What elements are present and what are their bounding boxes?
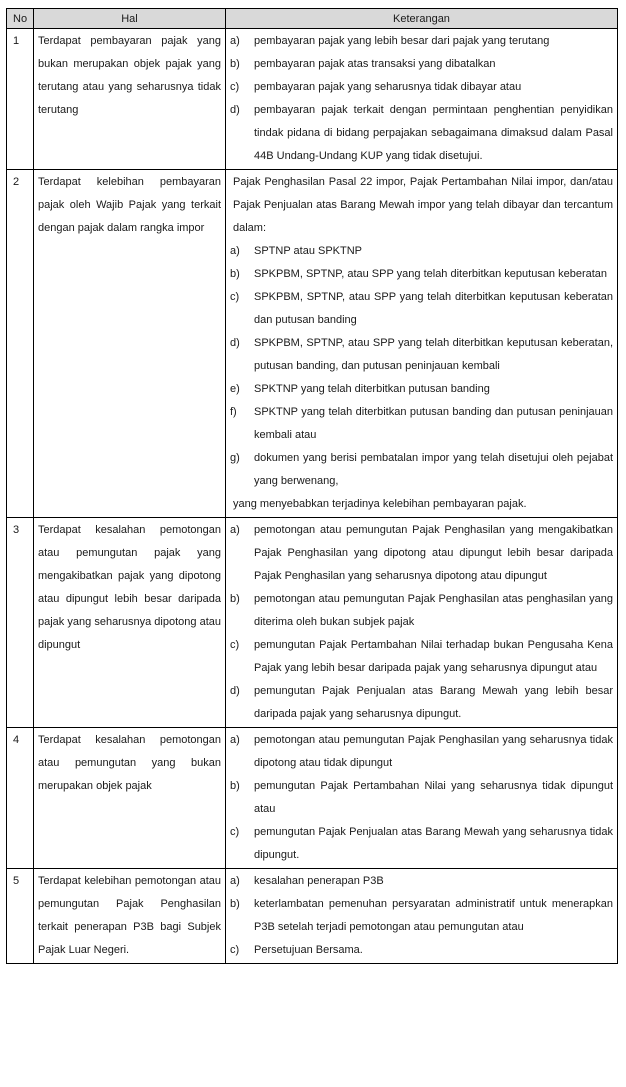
header-hal: Hal — [34, 9, 226, 29]
list-item — [230, 240, 613, 263]
list-marker: g) — [230, 452, 240, 464]
table-row — [7, 518, 618, 728]
list-item — [230, 680, 613, 726]
list-text: pemungutan Pajak Pertambahan Nilai terhadap bukan Pengusaha Kena Pajak yang lebih besar daripada pajak yang seharusnya dipungut atau — [254, 639, 613, 674]
list-text: SPKPBM, SPTNP, atau SPP yang telah diterbitkan keputusan keberatan — [254, 268, 608, 280]
table-row — [7, 869, 618, 964]
list-marker: e) — [230, 383, 240, 395]
list-item — [230, 378, 613, 401]
list-marker: c) — [230, 81, 240, 93]
row-hal: Terdapat kesalahan pemotongan atau pemungutan pajak yang mengakibatkan pajak yang dipotong atau dipungut lebih besar daripada pajak yang seharusnya dipotong atau dipungut — [34, 518, 226, 728]
keterangan-list — [230, 240, 613, 493]
list-item — [230, 775, 613, 821]
list-marker: a) — [230, 734, 240, 746]
table-body — [7, 29, 618, 964]
list-marker: a) — [230, 524, 240, 536]
header-row — [7, 9, 618, 29]
list-marker: f) — [230, 406, 237, 418]
list-marker: a) — [230, 245, 240, 257]
list-item — [230, 729, 613, 775]
list-item — [230, 519, 613, 588]
list-marker: d) — [230, 685, 240, 697]
list-text: SPKPBM, SPTNP, atau SPP yang telah diterbitkan keputusan keberatan dan putusan banding — [254, 291, 613, 326]
list-text: pemotongan atau pemungutan Pajak Penghasilan yang mengakibatkan Pajak Penghasilan yang dipotong atau dipungut lebih besar daripada Pajak Penghasilan yang seharusnya dipotong atau dipungut — [254, 524, 613, 582]
list-text: pembayaran pajak yang lebih besar dari pajak yang terutang — [254, 35, 550, 47]
list-item — [230, 332, 613, 378]
list-text: kesalahan penerapan P3B — [254, 875, 384, 887]
keterangan-list — [230, 870, 613, 962]
list-marker: b) — [230, 780, 240, 792]
list-marker: b) — [230, 593, 240, 605]
row-keterangan — [226, 29, 618, 170]
row-hal: Terdapat kesalahan pemotongan atau pemungutan yang bukan merupakan objek pajak — [34, 728, 226, 869]
list-item — [230, 870, 613, 893]
list-marker: d) — [230, 104, 240, 116]
table-row — [7, 29, 618, 170]
list-text: SPTNP atau SPKTNP — [254, 245, 363, 257]
list-text: pemungutan Pajak Penjualan atas Barang Mewah yang lebih besar daripada pajak yang seharusnya dipungut. — [254, 685, 613, 720]
list-item — [230, 634, 613, 680]
row-number: 3 — [7, 518, 34, 728]
list-marker: d) — [230, 337, 240, 349]
list-text: dokumen yang berisi pembatalan impor yang telah disetujui oleh pejabat yang berwenang, — [254, 452, 613, 487]
list-item — [230, 30, 613, 53]
list-text: Persetujuan Bersama. — [254, 944, 363, 956]
list-item — [230, 76, 613, 99]
list-text: SPKPBM, SPTNP, atau SPP yang telah diterbitkan keputusan keberatan, putusan banding, dan putusan peninjauan kembali — [254, 337, 613, 372]
row-keterangan — [226, 518, 618, 728]
list-item — [230, 588, 613, 634]
list-marker: a) — [230, 35, 240, 47]
row-keterangan — [226, 170, 618, 518]
row-number: 2 — [7, 170, 34, 518]
header-keterangan: Keterangan — [226, 9, 618, 29]
row-hal: Terdapat pembayaran pajak yang bukan merupakan objek pajak yang terutang atau yang seharusnya tidak terutang — [34, 29, 226, 170]
keterangan-intro: Pajak Penghasilan Pasal 22 impor, Pajak Pertambahan Nilai impor, dan/atau Pajak Penjualan atas Barang Mewah impor yang telah dibayar dan tercantum dalam: — [233, 176, 613, 234]
row-hal: Terdapat kelebihan pembayaran pajak oleh Wajib Pajak yang terkait dengan pajak dalam rangka impor — [34, 170, 226, 518]
row-keterangan — [226, 869, 618, 964]
table-row — [7, 170, 618, 518]
keterangan-list — [230, 519, 613, 726]
list-item — [230, 99, 613, 168]
row-keterangan — [226, 728, 618, 869]
list-item — [230, 263, 613, 286]
list-text: pemungutan Pajak Penjualan atas Barang Mewah yang seharusnya tidak dipungut. — [254, 826, 613, 861]
list-item — [230, 53, 613, 76]
list-text: pemotongan atau pemungutan Pajak Penghasilan yang seharusnya tidak dipotong atau tidak dipungut — [254, 734, 613, 769]
list-marker: b) — [230, 58, 240, 70]
list-item — [230, 286, 613, 332]
list-marker: a) — [230, 875, 240, 887]
list-marker: c) — [230, 826, 240, 838]
tax-refund-table — [6, 8, 618, 964]
header-no: No — [7, 9, 34, 29]
list-item — [230, 447, 613, 493]
list-text: keterlambatan pemenuhan persyaratan administratif untuk menerapkan P3B setelah terjadi pemotongan atau pemungutan atau — [254, 898, 613, 933]
list-marker: c) — [230, 639, 240, 651]
list-item — [230, 401, 613, 447]
table-row — [7, 728, 618, 869]
list-text: pemotongan atau pemungutan Pajak Penghasilan atas penghasilan yang diterima oleh bukan subjek pajak — [254, 593, 613, 628]
keterangan-outro: yang menyebabkan terjadinya kelebihan pembayaran pajak. — [233, 498, 527, 510]
row-number: 5 — [7, 869, 34, 964]
list-text: pembayaran pajak terkait dengan permintaan penghentian penyidikan tindak pidana di bidang perpajakan sebagaimana dimaksud dalam Pasal 44B Undang-Undang KUP yang tidak disetujui. — [254, 104, 613, 162]
row-number: 4 — [7, 728, 34, 869]
row-number: 1 — [7, 29, 34, 170]
list-marker: c) — [230, 944, 240, 956]
row-hal: Terdapat kelebihan pemotongan atau pemungutan Pajak Penghasilan terkait penerapan P3B bagi Subjek Pajak Luar Negeri. — [34, 869, 226, 964]
list-text: pemungutan Pajak Pertambahan Nilai yang seharusnya tidak dipungut atau — [254, 780, 613, 815]
list-marker: b) — [230, 898, 240, 910]
list-marker: c) — [230, 291, 240, 303]
keterangan-list — [230, 729, 613, 867]
list-text: SPKTNP yang telah diterbitkan putusan banding dan putusan peninjauan kembali atau — [254, 406, 613, 441]
list-text: pembayaran pajak atas transaksi yang dibatalkan — [254, 58, 496, 70]
list-text: pembayaran pajak yang seharusnya tidak dibayar atau — [254, 81, 522, 93]
list-text: SPKTNP yang telah diterbitkan putusan banding — [254, 383, 490, 395]
list-item — [230, 821, 613, 867]
list-item — [230, 893, 613, 939]
list-item — [230, 939, 613, 962]
list-marker: b) — [230, 268, 240, 280]
keterangan-list — [230, 30, 613, 168]
